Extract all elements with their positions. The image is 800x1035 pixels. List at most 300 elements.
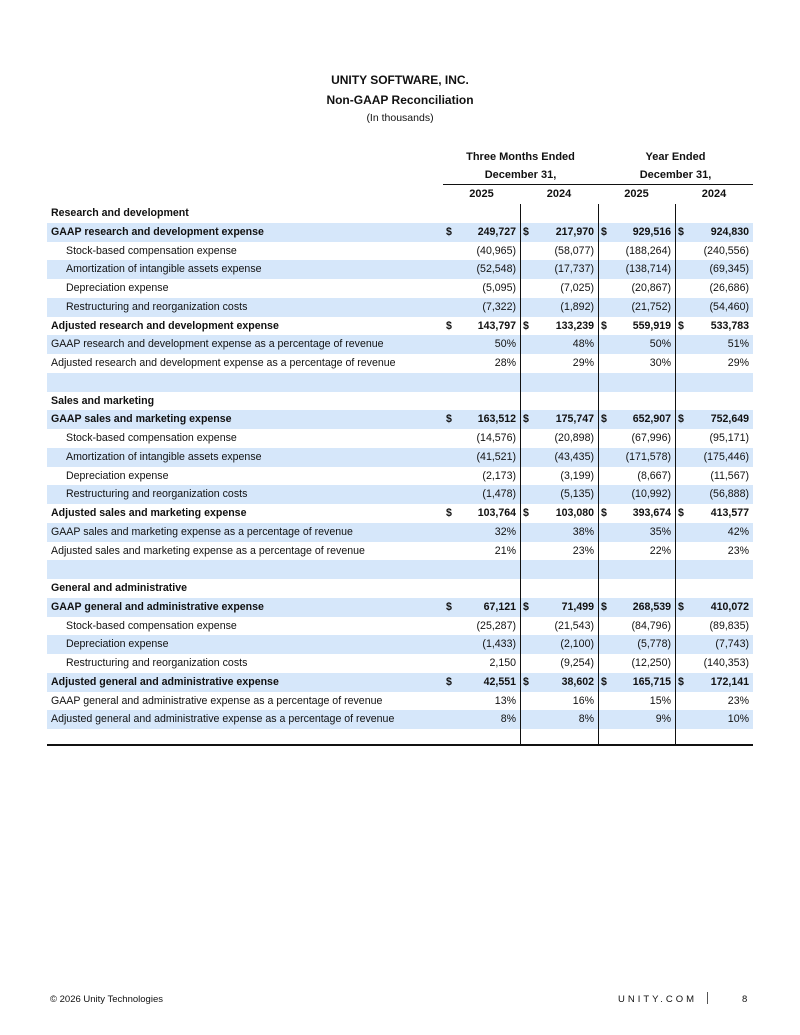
cell-value: (21,543) — [554, 619, 594, 632]
row-label: Adjusted research and development expense — [51, 319, 279, 332]
cell-value: (175,446) — [703, 450, 749, 463]
cell-value: 103,080 — [555, 507, 594, 519]
table-cell — [443, 223, 520, 242]
table-row — [47, 260, 753, 279]
table-cell — [598, 692, 675, 711]
table-row — [47, 635, 753, 654]
table-cell — [443, 673, 520, 692]
table-cell — [443, 692, 520, 711]
table-cell — [443, 504, 520, 523]
table-row — [47, 467, 753, 486]
table-bottom-rule — [47, 744, 753, 746]
cell-value: (1,478) — [482, 488, 516, 501]
cell-value: 30% — [649, 357, 671, 369]
cell-value: 752,649 — [710, 413, 749, 426]
cell-value: (40,965) — [476, 244, 516, 257]
currency-symbol: $ — [678, 675, 684, 688]
table-cell — [598, 392, 675, 411]
table-row — [47, 598, 753, 617]
column-group-underline — [443, 184, 753, 185]
cell-value: (20,867) — [631, 282, 671, 294]
cell-value: 133,239 — [555, 319, 594, 332]
table-cell — [520, 579, 598, 598]
cell-value: (8,667) — [637, 469, 671, 482]
table-cell — [443, 635, 520, 654]
cell-value: 533,783 — [710, 319, 749, 332]
row-label: GAAP general and administrative expense as a percentage of revenue — [51, 694, 383, 707]
cell-value: (138,714) — [625, 263, 671, 276]
cell-value: 22% — [649, 544, 671, 557]
company-name: UNITY SOFTWARE, INC. — [331, 73, 469, 87]
cell-value: (52,548) — [476, 263, 516, 276]
table-row — [47, 242, 753, 261]
currency-symbol: $ — [678, 225, 684, 238]
table-cell — [443, 448, 520, 467]
row-label: Stock-based compensation expense — [66, 432, 237, 444]
row-label: Restructuring and reorganization costs — [66, 657, 248, 669]
cell-value: 15% — [649, 694, 671, 707]
table-cell — [675, 317, 753, 336]
table-row — [47, 335, 753, 354]
table-cell — [443, 373, 520, 392]
units-note: (In thousands) — [366, 112, 434, 124]
row-label: Adjusted general and administrative expense as a percentage of revenue — [51, 713, 395, 726]
three-months-header: Three Months Ended — [466, 151, 575, 163]
cell-value: 48% — [572, 338, 594, 351]
table-cell — [598, 298, 675, 317]
table-cell — [443, 298, 520, 317]
table-cell — [675, 485, 753, 504]
cell-value: (140,353) — [703, 657, 749, 669]
column-divider — [520, 204, 521, 745]
table-cell — [675, 523, 753, 542]
table-cell — [520, 298, 598, 317]
cell-value: (9,254) — [560, 657, 594, 669]
cell-value: 393,674 — [632, 507, 671, 519]
row-label: Depreciation expense — [66, 469, 169, 482]
table-cell — [520, 260, 598, 279]
row-label: Depreciation expense — [66, 282, 169, 294]
cell-value: 16% — [572, 694, 594, 707]
reconciliation-table — [47, 204, 753, 748]
cell-value: 23% — [727, 694, 749, 707]
row-label: GAAP general and administrative expense — [51, 600, 264, 613]
table-cell — [443, 204, 520, 223]
table-cell — [443, 410, 520, 429]
col-year-q-2025: 2025 — [469, 188, 494, 200]
cell-value: (240,556) — [703, 244, 749, 257]
row-label: Restructuring and reorganization costs — [66, 488, 248, 501]
table-cell — [520, 485, 598, 504]
cell-value: (17,737) — [554, 263, 594, 276]
table-cell — [598, 635, 675, 654]
cell-value: 67,121 — [483, 600, 516, 613]
table-row — [47, 673, 753, 692]
table-cell — [598, 429, 675, 448]
cell-value: 42,551 — [483, 675, 516, 688]
table-cell — [675, 410, 753, 429]
table-cell — [520, 692, 598, 711]
table-cell — [675, 335, 753, 354]
table-cell — [675, 560, 753, 579]
cell-value: 172,141 — [710, 675, 749, 688]
table-cell — [598, 598, 675, 617]
cell-value: 50% — [649, 338, 671, 351]
table-cell — [675, 635, 753, 654]
cell-value: (1,433) — [482, 638, 516, 651]
cell-value: 413,577 — [710, 507, 749, 519]
currency-symbol: $ — [678, 507, 684, 519]
table-cell — [598, 710, 675, 729]
currency-symbol: $ — [523, 413, 529, 426]
table-cell — [443, 579, 520, 598]
row-label: Restructuring and reorganization costs — [66, 300, 248, 313]
table-row — [47, 279, 753, 298]
table-cell — [443, 354, 520, 373]
section-header-row — [47, 392, 753, 411]
cell-value: (5,095) — [482, 282, 516, 294]
table-row — [47, 448, 753, 467]
currency-symbol: $ — [678, 413, 684, 426]
cell-value: 924,830 — [710, 225, 749, 238]
table-cell — [443, 260, 520, 279]
table-row — [47, 429, 753, 448]
table-cell — [675, 223, 753, 242]
table-cell — [675, 710, 753, 729]
table-row — [47, 692, 753, 711]
page-number: 8 — [742, 994, 748, 1005]
cell-value: (20,898) — [554, 432, 594, 444]
row-label: Research and development — [51, 207, 189, 219]
cell-value: (67,996) — [631, 432, 671, 444]
cell-value: 38,602 — [561, 675, 594, 688]
table-cell — [443, 523, 520, 542]
table-cell — [598, 242, 675, 261]
cell-value: 13% — [494, 694, 516, 707]
row-label: Amortization of intangible assets expense — [66, 263, 262, 276]
table-row — [47, 223, 753, 242]
table-row — [47, 354, 753, 373]
cell-value: (188,264) — [625, 244, 671, 257]
cell-value: 8% — [578, 713, 594, 726]
cell-value: 38% — [572, 525, 594, 538]
year-ended-header: Year Ended — [645, 151, 706, 163]
table-cell — [598, 410, 675, 429]
table-cell — [675, 654, 753, 673]
table-cell — [598, 317, 675, 336]
table-cell — [675, 542, 753, 561]
table-cell — [520, 523, 598, 542]
row-label: Amortization of intangible assets expense — [66, 450, 262, 463]
table-cell — [520, 504, 598, 523]
cell-value: (56,888) — [709, 488, 749, 501]
table-cell — [598, 467, 675, 486]
table-row — [47, 617, 753, 636]
col-year-q-2024: 2024 — [546, 188, 572, 200]
table-cell — [443, 617, 520, 636]
table-cell — [520, 560, 598, 579]
cell-value: 8% — [500, 713, 516, 726]
cell-value: (171,578) — [625, 450, 671, 463]
cell-value: 28% — [494, 357, 516, 369]
table-cell — [675, 429, 753, 448]
table-cell — [443, 485, 520, 504]
row-label: GAAP research and development expense as a percentage of revenue — [51, 338, 384, 351]
table-row — [47, 560, 753, 579]
cell-value: 29% — [727, 357, 749, 369]
cell-value: (7,025) — [560, 282, 594, 294]
table-cell — [675, 242, 753, 261]
table-cell — [598, 204, 675, 223]
table-cell — [598, 673, 675, 692]
table-cell — [598, 579, 675, 598]
table-cell — [675, 617, 753, 636]
report-title: Non-GAAP Reconciliation — [326, 93, 474, 107]
table-cell — [443, 317, 520, 336]
table-row — [47, 542, 753, 561]
table-cell — [598, 373, 675, 392]
row-label: Sales and marketing — [51, 394, 155, 407]
table-cell — [520, 279, 598, 298]
cell-value: (41,521) — [476, 450, 516, 463]
currency-symbol: $ — [446, 600, 452, 613]
table-cell — [443, 429, 520, 448]
cell-value: (11,567) — [710, 469, 749, 482]
table-cell — [443, 598, 520, 617]
year-ended-header-date: December 31, — [639, 169, 712, 181]
table-cell — [520, 673, 598, 692]
row-label: Adjusted sales and marketing expense — [51, 507, 247, 519]
table-cell — [443, 467, 520, 486]
cell-value: (2,173) — [482, 469, 516, 482]
table-cell — [598, 448, 675, 467]
table-cell — [520, 448, 598, 467]
col-year-y-2025: 2025 — [624, 188, 649, 200]
cell-value: (69,345) — [709, 263, 749, 276]
cell-value: (26,686) — [709, 282, 749, 294]
table-cell — [598, 260, 675, 279]
cell-value: 249,727 — [477, 225, 516, 238]
cell-value: 929,516 — [632, 225, 671, 238]
table-cell — [443, 542, 520, 561]
row-label: GAAP research and development expense — [51, 225, 264, 238]
currency-symbol: $ — [601, 507, 607, 519]
cell-value: (54,460) — [709, 300, 749, 313]
currency-symbol: $ — [446, 225, 452, 238]
cell-value: 165,715 — [632, 675, 671, 688]
table-cell — [598, 223, 675, 242]
table-cell — [443, 710, 520, 729]
cell-value: 23% — [572, 544, 594, 557]
cell-value: 21% — [494, 544, 516, 557]
currency-symbol: $ — [601, 413, 607, 426]
table-cell — [520, 373, 598, 392]
cell-value: (2,100) — [560, 638, 594, 651]
section-header-row — [47, 204, 753, 223]
website-link[interactable]: UNITY.COM — [618, 994, 698, 1005]
cell-value: (84,796) — [631, 619, 671, 632]
column-divider — [675, 204, 676, 745]
cell-value: 9% — [655, 713, 671, 726]
table-row — [47, 373, 753, 392]
row-label: General and administrative — [51, 582, 188, 594]
row-label: Depreciation expense — [66, 638, 169, 651]
table-cell — [675, 448, 753, 467]
table-cell — [520, 242, 598, 261]
column-divider — [598, 204, 599, 745]
table-cell — [520, 654, 598, 673]
cell-value: (12,250) — [631, 657, 671, 669]
cell-value: 51% — [727, 338, 749, 351]
table-cell — [443, 654, 520, 673]
cell-value: (1,892) — [560, 300, 594, 313]
table-cell — [675, 598, 753, 617]
table-cell — [675, 354, 753, 373]
table-cell — [443, 242, 520, 261]
cell-value: (5,135) — [560, 488, 594, 501]
table-cell — [598, 279, 675, 298]
currency-symbol: $ — [601, 319, 607, 332]
table-row — [47, 654, 753, 673]
table-cell — [675, 467, 753, 486]
table-cell — [520, 635, 598, 654]
cell-value: 29% — [572, 357, 594, 369]
cell-value: (58,077) — [554, 244, 594, 257]
currency-symbol: $ — [446, 675, 452, 688]
cell-value: (5,778) — [637, 638, 671, 651]
cell-value: 652,907 — [632, 413, 671, 426]
cell-value: 2,150 — [489, 657, 516, 669]
table-cell — [598, 335, 675, 354]
table-cell — [675, 204, 753, 223]
table-cell — [520, 710, 598, 729]
table-row — [47, 485, 753, 504]
table-cell — [598, 354, 675, 373]
cell-value: 163,512 — [477, 413, 516, 426]
cell-value: (3,199) — [560, 469, 594, 482]
cell-value: (43,435) — [554, 450, 594, 463]
table-cell — [520, 410, 598, 429]
table-cell — [675, 392, 753, 411]
table-cell — [675, 279, 753, 298]
row-label: GAAP sales and marketing expense — [51, 413, 232, 426]
cell-value: 217,970 — [555, 225, 594, 238]
cell-value: 71,499 — [561, 600, 594, 613]
cell-value: 143,797 — [477, 319, 516, 332]
currency-symbol: $ — [601, 675, 607, 688]
table-cell — [598, 504, 675, 523]
table-cell — [520, 598, 598, 617]
cell-value: (7,322) — [482, 300, 516, 313]
table-cell — [675, 673, 753, 692]
currency-symbol: $ — [678, 600, 684, 613]
table-cell — [675, 373, 753, 392]
currency-symbol: $ — [523, 600, 529, 613]
row-label: Stock-based compensation expense — [66, 619, 237, 632]
table-cell — [675, 579, 753, 598]
table-cell — [675, 298, 753, 317]
cell-value: (7,743) — [715, 638, 749, 651]
cell-value: 50% — [494, 338, 516, 351]
table-cell — [443, 560, 520, 579]
cell-value: 10% — [727, 713, 749, 726]
row-label: Adjusted general and administrative expense — [51, 675, 279, 688]
table-row — [47, 710, 753, 729]
table-cell — [520, 335, 598, 354]
currency-symbol: $ — [446, 319, 452, 332]
cell-value: 42% — [727, 525, 749, 538]
table-cell — [520, 223, 598, 242]
table-cell — [443, 392, 520, 411]
table-cell — [598, 560, 675, 579]
table-cell — [520, 204, 598, 223]
row-label: Adjusted research and development expense as a percentage of revenue — [51, 357, 396, 369]
table-cell — [675, 260, 753, 279]
table-cell — [443, 335, 520, 354]
cell-value: 23% — [727, 544, 749, 557]
table-cell — [520, 467, 598, 486]
table-cell — [520, 317, 598, 336]
currency-symbol: $ — [523, 225, 529, 238]
row-label: Adjusted sales and marketing expense as a percentage of revenue — [51, 544, 365, 557]
table-cell — [520, 429, 598, 448]
table-cell — [598, 485, 675, 504]
table-row — [47, 523, 753, 542]
cell-value: (25,287) — [476, 619, 516, 632]
row-label: GAAP sales and marketing expense as a percentage of revenue — [51, 525, 353, 538]
table-row — [47, 410, 753, 429]
cell-value: (95,171) — [709, 432, 749, 444]
section-header-row — [47, 579, 753, 598]
table-cell — [520, 392, 598, 411]
col-year-y-2024: 2024 — [701, 188, 727, 200]
currency-symbol: $ — [523, 507, 529, 519]
cell-value: (10,992) — [631, 488, 671, 501]
table-cell — [675, 692, 753, 711]
currency-symbol: $ — [446, 507, 452, 519]
cell-value: 175,747 — [555, 413, 594, 426]
table-cell — [520, 617, 598, 636]
cell-value: (21,752) — [631, 300, 671, 313]
row-label: Stock-based compensation expense — [66, 244, 237, 257]
table-cell — [598, 542, 675, 561]
table-row — [47, 298, 753, 317]
currency-symbol: $ — [601, 600, 607, 613]
table-row — [47, 317, 753, 336]
table-cell — [598, 654, 675, 673]
cell-value: 32% — [494, 525, 516, 538]
currency-symbol: $ — [678, 319, 684, 332]
table-cell — [598, 617, 675, 636]
copyright-text: © 2026 Unity Technologies — [50, 994, 163, 1005]
cell-value: 103,764 — [477, 507, 516, 519]
footer-separator — [707, 992, 708, 1004]
table-cell — [520, 542, 598, 561]
cell-value: (89,835) — [709, 619, 749, 632]
three-months-header-date: December 31, — [484, 169, 557, 181]
currency-symbol: $ — [523, 319, 529, 332]
currency-symbol: $ — [601, 225, 607, 238]
currency-symbol: $ — [523, 675, 529, 688]
table-row — [47, 504, 753, 523]
cell-value: 35% — [649, 525, 671, 538]
table-cell — [598, 523, 675, 542]
cell-value: 559,919 — [632, 319, 671, 332]
cell-value: 410,072 — [710, 600, 749, 613]
currency-symbol: $ — [446, 413, 452, 426]
cell-value: 268,539 — [632, 600, 671, 613]
table-cell — [520, 354, 598, 373]
